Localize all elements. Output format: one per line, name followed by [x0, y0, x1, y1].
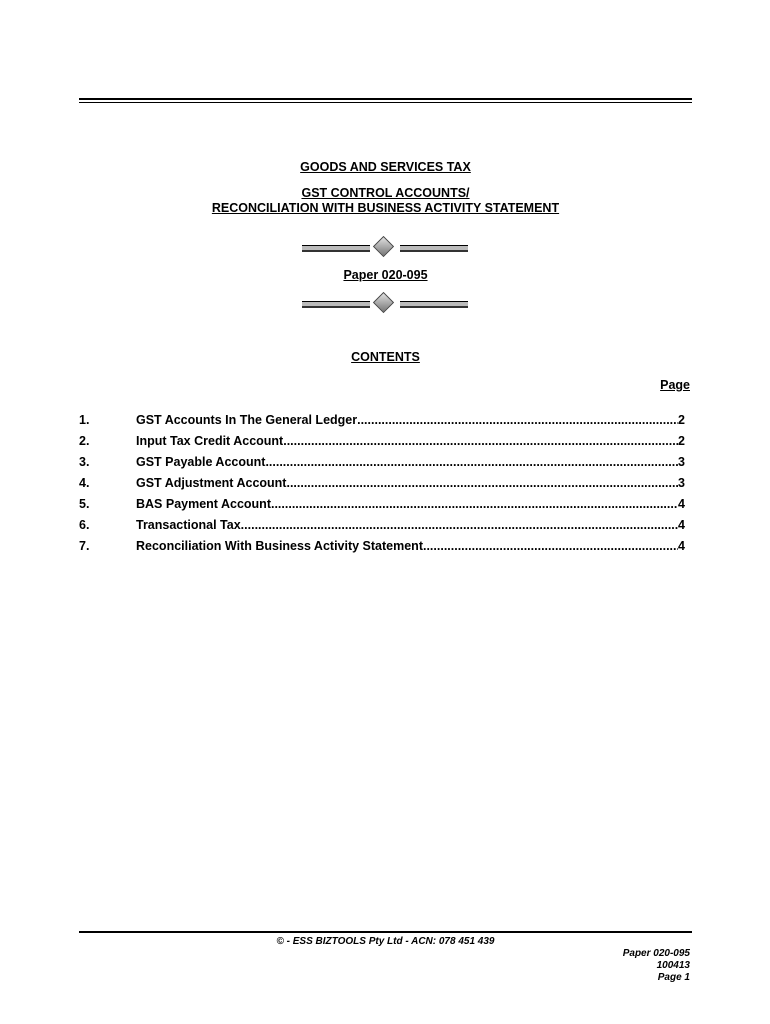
footer-meta: [623, 948, 690, 984]
toc-entry[interactable]: [79, 539, 685, 560]
divider-bar: [302, 245, 370, 252]
toc-title: Input Tax Credit Account: [136, 434, 284, 448]
toc-page-number: 3: [678, 476, 685, 490]
ornament-divider-bottom: [300, 296, 470, 312]
diamond-icon: [373, 292, 394, 313]
toc-page-number: 2: [678, 434, 685, 448]
toc-entry[interactable]: [79, 476, 685, 497]
toc-leader-dots: [271, 497, 678, 511]
toc-title: GST Accounts In The General Ledger: [136, 413, 358, 427]
footer-page-number: Page 1: [657, 972, 690, 983]
footer-code: 100413: [656, 960, 690, 971]
header-rule-thick: [79, 98, 692, 100]
contents-heading: CONTENTS: [351, 350, 420, 364]
toc-number: 5.: [79, 497, 90, 511]
footer-rule: [79, 931, 692, 933]
toc-entry[interactable]: [79, 497, 685, 518]
toc-page-number: 2: [678, 413, 685, 427]
toc-page-number: 4: [678, 497, 685, 511]
toc-title: BAS Payment Account: [136, 497, 271, 511]
toc-number: 1.: [79, 413, 90, 427]
footer-paper-number: Paper 020-095: [622, 948, 690, 959]
toc-title: Transactional Tax: [136, 518, 241, 532]
page-column-heading: Page: [660, 378, 690, 392]
toc-leader-dots: [423, 539, 678, 553]
toc-title: GST Payable Account: [136, 455, 266, 469]
toc-entry[interactable]: [79, 455, 685, 476]
toc-entry[interactable]: [79, 434, 685, 455]
header-rule-thin: [79, 102, 692, 103]
toc-leader-dots: [241, 518, 678, 532]
toc-leader-dots: [286, 476, 678, 490]
toc-number: 2.: [79, 434, 90, 448]
footer-copyright: © - ESS BIZTOOLS Pty Ltd - ACN: 078 451 439: [276, 936, 495, 947]
toc-number: 7.: [79, 539, 90, 553]
toc-leader-dots: [357, 413, 678, 427]
divider-bar: [400, 245, 468, 252]
toc-title: Reconciliation With Business Activity Statement: [136, 539, 423, 553]
toc-page-number: 4: [678, 518, 685, 532]
document-subtitle-line1: GST CONTROL ACCOUNTS/: [301, 186, 470, 200]
divider-bar: [302, 301, 370, 308]
divider-bar: [400, 301, 468, 308]
toc-leader-dots: [283, 434, 678, 448]
document-subtitle-line2: RECONCILIATION WITH BUSINESS ACTIVITY STATEMENT: [211, 201, 560, 215]
toc-entry[interactable]: [79, 413, 685, 434]
toc-leader-dots: [265, 455, 678, 469]
paper-number: Paper 020-095: [343, 268, 428, 282]
ornament-divider-top: [300, 240, 470, 256]
toc-entry[interactable]: [79, 518, 685, 539]
toc-title: GST Adjustment Account: [136, 476, 287, 490]
table-of-contents: [79, 413, 685, 560]
toc-page-number: 4: [678, 539, 685, 553]
diamond-icon: [373, 236, 394, 257]
toc-number: 4.: [79, 476, 90, 490]
toc-number: 6.: [79, 518, 90, 532]
document-title: GOODS AND SERVICES TAX: [300, 160, 471, 174]
toc-number: 3.: [79, 455, 90, 469]
toc-page-number: 3: [678, 455, 685, 469]
